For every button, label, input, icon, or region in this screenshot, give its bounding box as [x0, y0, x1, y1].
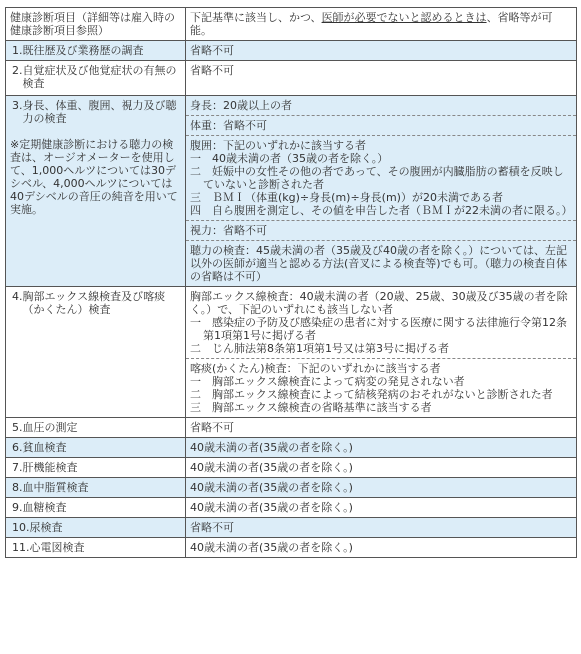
hearing-test-note: ※定期健康診断における聴力の検査は、オージオメーターを使用して、1,000ヘルツについては30デシベル、4,000ヘルツについては40デシベルの音圧の純音を用いて実施。: [10, 138, 178, 216]
criteria-text: 省略不可: [190, 421, 234, 434]
table-row: [6, 538, 577, 558]
item-number: 11.: [12, 541, 30, 554]
sputum-criteria-line: 一 胸部エックス線検査によって病変の発見されない者: [190, 375, 465, 388]
xray-criteria-line: 二 じん肺法第8条第1項第1号又は第3号に掲げる者: [190, 342, 449, 355]
item-cell: [6, 41, 186, 61]
criteria-text: 40歳未満の者(35歳の者を除く。): [190, 501, 353, 514]
vision-criteria: 視力：省略不可: [186, 220, 576, 240]
item-cell: [6, 498, 186, 518]
header-criteria-pre: 下記基準に該当し、かつ、: [190, 11, 322, 24]
height-criteria: 身長：20歳以上の者: [190, 99, 292, 112]
header-criteria-column: [186, 8, 577, 41]
xray-criteria-line: 一 感染症の予防及び感染症の患者に対する医療に関する法律施行令第12条第1項第1号に掲げる者: [190, 316, 567, 342]
item-cell: [6, 438, 186, 458]
item-number: 9.: [12, 501, 23, 514]
table-row: [6, 458, 577, 478]
sputum-criteria-line: 二 胸部エックス線検査によって結核発病のおそれがないと診断された者: [190, 388, 553, 401]
item-label: 自覚症状及び他覚症状の有無の検査: [22, 64, 177, 90]
item-number: 5.: [12, 421, 23, 434]
hearing-criteria: 聴力の検査：45歳未満の者（35歳及び40歳の者を除く。）については、左記以外の医師が適当と認める方法(音叉による検査等)でも可。（聴力の検査自体の省略は不可）: [186, 240, 576, 286]
waist-criteria-line: 四 自ら腹囲を測定し、その値を申告した者（ＢＭＩが22未満の者に限る。）: [190, 204, 573, 217]
table-row: [6, 498, 577, 518]
item-label: 尿検査: [29, 521, 63, 534]
criteria-cell: [186, 458, 577, 478]
criteria-cell: [186, 61, 577, 96]
item-number: 8.: [12, 481, 23, 494]
item-cell: [6, 61, 186, 96]
item-cell: [6, 418, 186, 438]
weight-criteria: 体重：省略不可: [186, 115, 576, 135]
table-row: [6, 61, 577, 96]
waist-criteria-line: 三 ＢＭＩ（体重(kg)÷身長(m)÷身長(m)）が20未満である者: [190, 191, 503, 204]
criteria-cell: [186, 41, 577, 61]
item-number: 7.: [12, 461, 23, 474]
item-label: 血圧の測定: [22, 421, 78, 434]
waist-criteria-line: 二 妊娠中の女性その他の者であって、その腹囲が内臓脂肪の蓄積を反映していないと診断された者: [190, 165, 564, 191]
item-label: 胸部エックス線検査及び喀痰（かくたん）検査: [22, 290, 166, 316]
table-header-row: [6, 8, 577, 41]
item-label: 貧血検査: [22, 441, 67, 454]
header-criteria-underlined: 医師が必要でないと認めるときは: [321, 11, 487, 24]
item-number: 4.: [12, 290, 23, 303]
item-label: 既往歴及び業務歴の調査: [22, 44, 144, 57]
item-cell: [6, 518, 186, 538]
item-cell: [6, 478, 186, 498]
item-cell: [6, 96, 186, 287]
item-label: 身長、体重、腹囲、視力及び聴力の検査: [22, 99, 177, 125]
xray-criteria-line: 胸部エックス線検査：40歳未満の者（20歳、25歳、30歳及び35歳の者を除く。）で、下記のいずれにも該当しない者: [190, 290, 568, 316]
item-number: 2.: [12, 64, 23, 77]
item-cell: [6, 287, 186, 418]
xray-criteria: [186, 287, 576, 358]
criteria-cell: [186, 96, 577, 287]
table-row: [6, 478, 577, 498]
waist-criteria-line: 腹囲：下記のいずれかに該当する者: [190, 139, 366, 152]
item-number: 1.: [12, 44, 23, 57]
sputum-criteria-line: 三 胸部エックス線検査の省略基準に該当する者: [190, 401, 432, 414]
waist-criteria-line: 一 40歳未満の者（35歳の者を除く。）: [190, 152, 389, 165]
table-row: [6, 418, 577, 438]
criteria-cell: [186, 438, 577, 458]
criteria-text: 40歳未満の者(35歳の者を除く。): [190, 541, 353, 554]
item-cell: [6, 538, 186, 558]
sputum-criteria: [186, 358, 576, 417]
sputum-criteria-line: 喀痰(かくたん)検査：下記のいずれかに該当する者: [190, 362, 441, 375]
waist-criteria: [186, 135, 576, 220]
item-label: 血中脂質検査: [22, 481, 89, 494]
criteria-text: 40歳未満の者(35歳の者を除く。): [190, 441, 353, 454]
item-label: 血糖検査: [22, 501, 67, 514]
criteria-text: 省略不可: [190, 521, 234, 534]
table-row: [6, 518, 577, 538]
criteria-cell: [186, 478, 577, 498]
table-row: [6, 41, 577, 61]
header-criteria-post: 、省略等が可能。: [190, 11, 553, 37]
criteria-text: 40歳未満の者(35歳の者を除く。): [190, 481, 353, 494]
criteria-cell: [186, 418, 577, 438]
item-cell: [6, 458, 186, 478]
header-item-column: [6, 8, 186, 41]
item-number: 3.: [12, 99, 23, 112]
criteria-cell: [186, 518, 577, 538]
criteria-text: 省略不可: [190, 44, 234, 57]
criteria-text: 省略不可: [190, 64, 234, 77]
header-criteria-label: [186, 8, 576, 40]
criteria-text: 40歳未満の者(35歳の者を除く。): [190, 461, 353, 474]
health-check-table: [5, 7, 577, 558]
criteria-cell: [186, 498, 577, 518]
criteria-cell: [186, 287, 577, 418]
header-item-label: 健康診断項目（詳細等は雇入時の健康診断項目参照）: [10, 11, 175, 37]
item-label: 肝機能検査: [22, 461, 78, 474]
table-row: [6, 96, 577, 287]
table-row: [6, 287, 577, 418]
item-label: 心電図検査: [29, 541, 85, 554]
item-number: 6.: [12, 441, 23, 454]
criteria-cell: [186, 538, 577, 558]
item-number: 10.: [12, 521, 30, 534]
table-row: [6, 438, 577, 458]
